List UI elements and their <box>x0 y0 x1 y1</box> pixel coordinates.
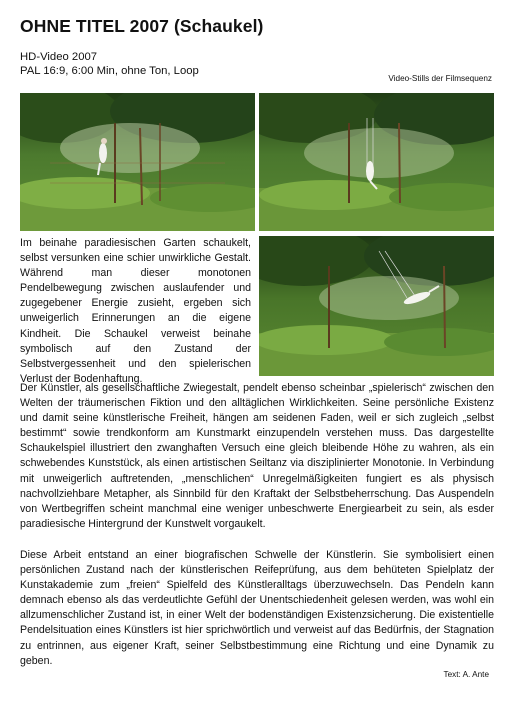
video-still-2 <box>259 93 494 231</box>
video-still-1 <box>20 93 255 231</box>
work-metadata <box>20 50 199 78</box>
video-still-3 <box>259 236 494 376</box>
stills-caption: Video-Stills der Filmsequenz <box>388 74 492 83</box>
artist-paragraph: Der Künstler, als gesellschaftliche Zwiegestalt, pendelt ebenso scheinbar „spielerisch“ zwischen den Welten der träumerischen Fiktion und den alltäglichen Wirklichkeiten. Seine persönliche Existenz und damit seine künstlerische Freiheit, hängen am seidenen Faden, weil er sich zugleich „selbst bestimmt“ sowie trendkonform am Kunstmarkt einzupendeln verstehen muss. Das dargestellte Schaukelspiel illustriert den zwanghaften Versuch eine gleich bleibende Höhe zu wahren, als ein schwebendes Kunststück, als einen artistischen Seiltanz via disziplinierter Monotonie. In Verbindung mit unweigerlich auftretenden, „menschlichen“ Unregelmäßigkeiten fungiert es als physisch nachvollziehbare Metapher, als Sinnbild für den Kraftakt der Selbstbeherrschung. Das Auspendeln von Wertbegriffen scheint manchmal eine weniger unbeschwerte Energiearbeit zu sein, als esder paradiesische Hintergrund der Kunstwelt vorgaukelt. <box>20 382 494 530</box>
intro-paragraph: Im beinahe paradiesischen Garten schaukelt, selbst versunken eine schier unwirkliche Gestalt. Während man dieser monotonen Pendelbewegung zwischen auslaufender und zugegebener Energie zusieht, ergeben sich unweigerlich Erinnerungen an die eigene Kindheit. Die Schaukel verweist beinahe symbolisch auf den Zustand der Selbstvergessenheit und den spielerischen Verlust der Bodenhaftung. <box>20 237 251 385</box>
biography-paragraph: Diese Arbeit entstand an einer biografischen Schwelle der Künstlerin. Sie symbolisiert einen persönlichen Zustand nach der künstlerischen Reifeprüfung, aus dem behüteten Spielplatz der Kunstakademie zum „freien“ Spielfeld des Künstleralltags überzuwechseln. Das Pendeln kann demnach ebenso als das verdeutlichte Gefühl der Unentschiedenheit gelesen werden, was wohl ein allzumenschlicher Zustand ist, in einer Welt der bodenständigen Existenzsicherung. Die existentielle Pendelsituation eines Künstlers ist hier sprichwörtlich und verweist auf das Bedürfnis, der Stagnation zu entrinnen, aus eigener Kraft, seiner Selbstbestimmung eine Richtung und eine Dynamik zu geben. <box>20 549 494 667</box>
medium-line: HD-Video 2007 <box>20 51 98 63</box>
text-credit: Text: A. Ante <box>443 670 489 679</box>
format-line: PAL 16:9, 6:00 Min, ohne Ton, Loop <box>20 65 199 77</box>
page-title: OHNE TITEL 2007 (Schaukel) <box>20 16 264 36</box>
